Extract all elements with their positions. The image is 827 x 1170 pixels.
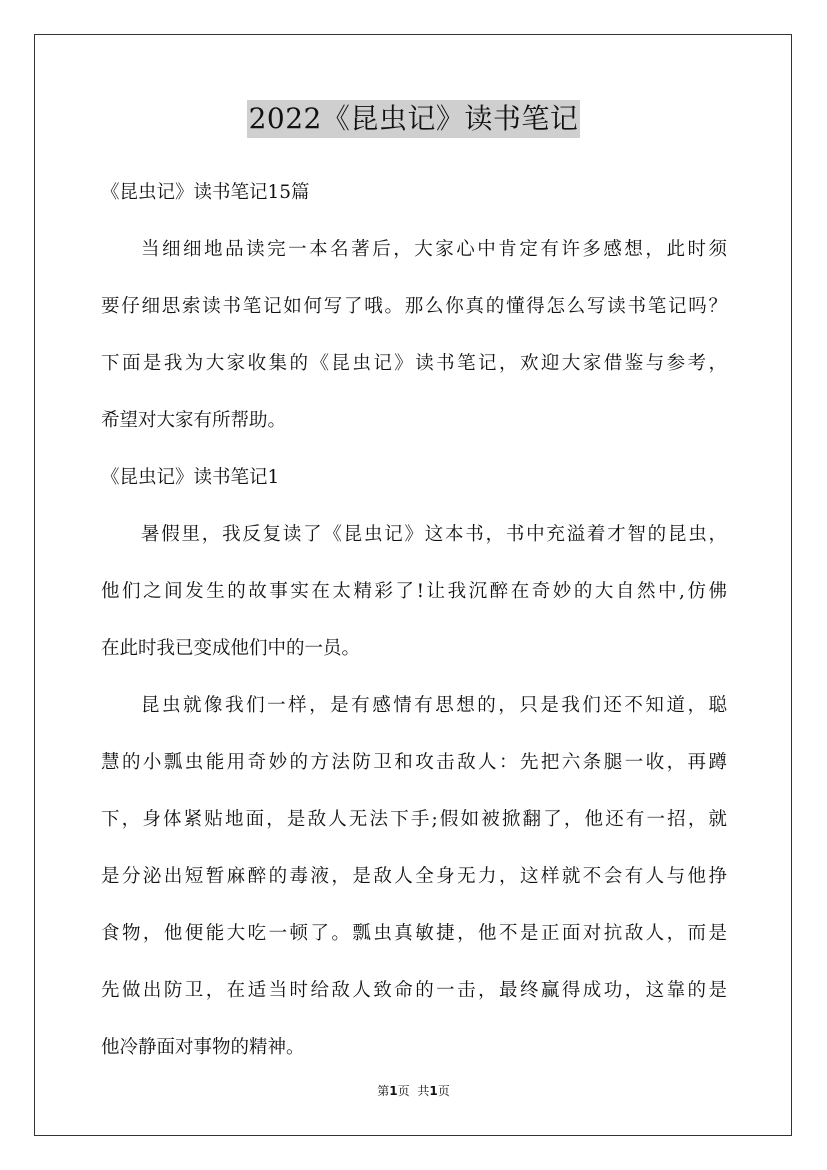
page-prefix: 第 — [377, 1084, 390, 1098]
intro-paragraph-line-1: 当细细地品读完一本名著后，大家心中肯定有许多感想，此时须 — [141, 239, 727, 260]
paragraph-2-line-5: 食物，他便能大吃一顿了。瓢虫真敏捷，他不是正面对抗敌人，而是 — [101, 923, 727, 944]
page-footer — [0, 1083, 827, 1099]
paragraph-1-line-1: 暑假里，我反复读了《昆虫记》这本书，书中充溢着才智的昆虫， — [141, 524, 727, 545]
section-heading-1: 《昆虫记》读书笔记1 — [101, 467, 280, 488]
paragraph-2-line-3: 下，身体紧贴地面，是敌人无法下手;假如被掀翻了，他还有一招，就 — [101, 809, 727, 830]
page-number: 1 — [389, 1084, 398, 1098]
paragraph-1-line-2: 他们之间发生的故事实在太精彩了!让我沉醉在奇妙的大自然中,仿佛 — [101, 581, 727, 602]
intro-paragraph-line-4: 希望对大家有所帮助。 — [101, 410, 287, 431]
page-suffix: 页 — [397, 1084, 410, 1098]
total-prefix: 共 — [417, 1084, 430, 1098]
total-pages: 1 — [429, 1084, 438, 1098]
subtitle-heading: 《昆虫记》读书笔记15篇 — [101, 182, 310, 203]
paragraph-2-line-7: 他冷静面对事物的精神。 — [101, 1037, 305, 1058]
intro-paragraph-line-2: 要仔细思索读书笔记如何写了哦。那么你真的懂得怎么写读书笔记吗？ — [101, 296, 727, 317]
paragraph-2-line-6: 先做出防卫，在适当时给敌人致命的一击，最终赢得成功，这靠的是 — [101, 980, 727, 1001]
paragraph-2-line-1: 昆虫就像我们一样，是有感情有思想的，只是我们还不知道，聪 — [141, 695, 727, 716]
paragraph-2-line-2: 慧的小瓢虫能用奇妙的方法防卫和攻击敌人：先把六条腿一收，再蹲 — [101, 752, 727, 773]
document-body — [101, 164, 727, 1076]
document-title: 2022《昆虫记》读书笔记 — [247, 100, 581, 138]
paragraph-2-line-4: 是分泌出短暂麻醉的毒液，是敌人全身无力，这样就不会有人与他挣 — [101, 866, 727, 887]
intro-paragraph-line-3: 下面是我为大家收集的《昆虫记》读书笔记，欢迎大家借鉴与参考， — [101, 353, 727, 374]
paragraph-1-line-3: 在此时我已变成他们中的一员。 — [101, 638, 361, 659]
title-container — [0, 100, 827, 138]
total-suffix: 页 — [437, 1084, 450, 1098]
